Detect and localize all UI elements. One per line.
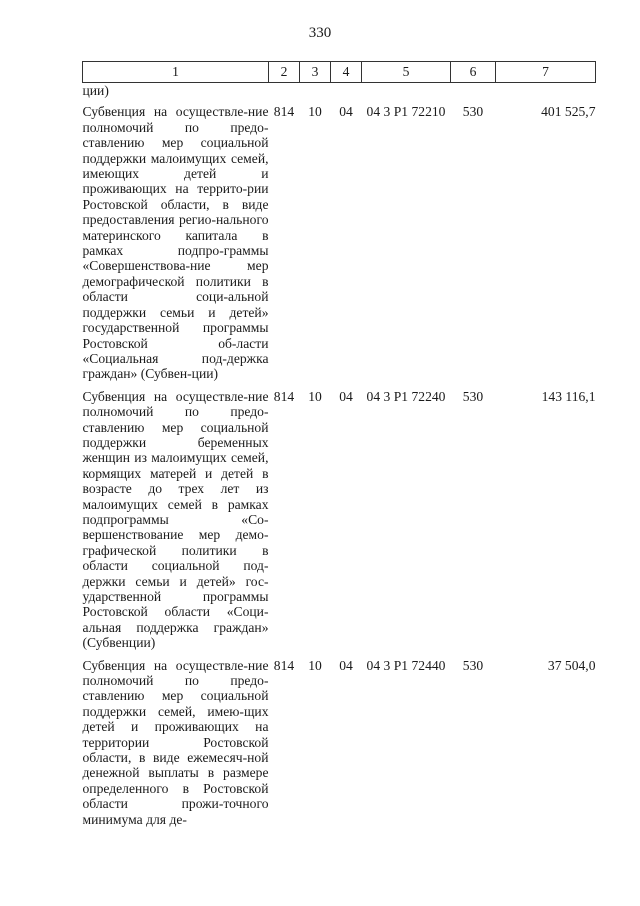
- page-number: 330: [308, 25, 332, 41]
- row-subsection-code: 04: [339, 388, 353, 404]
- row-amount: 401 525,7: [541, 104, 596, 120]
- row-name: Субвенция на осуществле-ние полномочий по предо-ставлению мер социальной поддержки семей, имею-щих детей и проживающих на территории Ростовской области, в виде ежемесяч-ной денежной выплаты в размере определенного в Ростовской области прожи-точного минимума для де-: [82, 657, 269, 827]
- row-target-code: 04 3 Р1 72240: [366, 388, 446, 404]
- continuation-text: ции): [82, 83, 109, 98]
- table-row-continuation: [83, 83, 596, 105]
- row-subsection-code: 04: [339, 104, 353, 120]
- table-row: [83, 389, 596, 658]
- row-amount: 143 116,1: [541, 388, 596, 404]
- row-expense-type: 530: [462, 104, 484, 120]
- table-header: [83, 62, 596, 83]
- column-header-4: 4: [331, 62, 362, 83]
- row-name: Субвенция на осуществле-ние полномочий по предо-ставлению мер социальной поддержки малоимущих семей, имеющих детей и проживающих на террито-рии Ростовской области, в виде предоставления регио-нального материнского капитала в рамках подпро-граммы «Совершенствова-ние мер демографической политики в области соци-альной поддержки семьи и детей» государственной программы Ростовской об-ласти «Социальная под-держка граждан» (Субвен-ции): [82, 104, 269, 382]
- row-subsection-code: 04: [339, 657, 353, 673]
- row-name: Субвенция на осуществле-ние полномочий по предо-ставлению мер социальной поддержки беременных женщин из малоимущих семей, кормящих матерей и детей в возрасте до трех лет из малоимущих семей в рамках подпрограммы «Со-вершенствование мер демо-графической политики в области социальной под-держки семьи и детей» гос-ударственной программы Ростовской области «Соци-альная поддержка граждан» (Субвенции): [82, 388, 269, 651]
- column-header-7: 7: [496, 62, 596, 83]
- row-expense-type: 530: [462, 657, 484, 673]
- row-target-code: 04 3 Р1 72210: [366, 104, 446, 120]
- row-target-code: 04 3 Р1 72440: [366, 657, 446, 673]
- row-amount: 37 504,0: [547, 657, 596, 673]
- row-department-code: 814: [273, 388, 295, 404]
- row-expense-type: 530: [462, 388, 484, 404]
- row-section-code: 10: [308, 388, 322, 404]
- table-row: [83, 658, 596, 834]
- row-department-code: 814: [273, 657, 295, 673]
- row-section-code: 10: [308, 657, 322, 673]
- column-header-1: 1: [83, 62, 269, 83]
- table-row: [83, 104, 596, 388]
- column-header-5: 5: [362, 62, 451, 83]
- column-header-6: 6: [451, 62, 496, 83]
- row-section-code: 10: [308, 104, 322, 120]
- column-header-2: 2: [269, 62, 300, 83]
- budget-table: [82, 61, 596, 834]
- column-header-3: 3: [300, 62, 331, 83]
- row-department-code: 814: [273, 104, 295, 120]
